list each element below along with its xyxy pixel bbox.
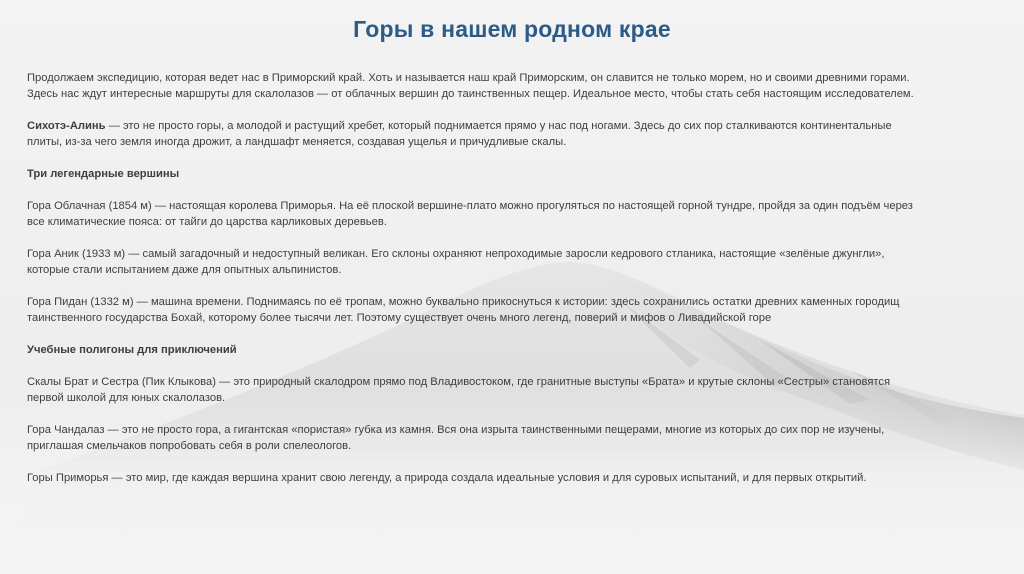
section-heading-peaks: Три легендарные вершины [27,168,180,180]
conclusion-paragraph: Горы Приморья — это мир, где каждая вершина хранит свою легенду, а природа создала идеальные условия и для суровых испытаний, и для первых открытий. [27,472,867,484]
peak-pidan-paragraph: Гора Пидан (1332 м) — машина времени. Поднимаясь по её тропам, можно буквально прикоснуться к истории: здесь сохранились остатки древних каменных городищ таинственного государства Бохай, которому более тысячи лет. Поэтому существует очень много легенд, поверий и мифов о Ливадийской горе [27,296,900,324]
section-heading-grounds: Учебные полигоны для приключений [27,344,237,356]
sikhote-text: — это не просто горы, а молодой и растущий хребет, который поднимается прямо у нас под ногами. Здесь до сих пор сталкиваются континентальные плиты, из-за чего земля иногда дрожит, а ландшафт меняется, создавая ущелья и причудливые скалы. [27,120,892,148]
peak-oblachnaya-paragraph: Гора Облачная (1854 м) — настоящая королева Приморья. На её плоской вершине-плато можно прогуляться по настоящей горной тундре, пройдя за один подъём через все климатические пояса: от тайги до царства карликовых деревьев. [27,200,913,228]
chandalaz-paragraph: Гора Чандалаз — это не просто гора, а гигантская «пористая» губка из камня. Вся она изрыта таинственными пещерами, многие из которых до сих пор не изучены, приглашая смельчаков попробовать себя в роли спелеологов. [27,424,885,452]
slide-body [27,70,927,502]
rocks-brat-paragraph: Скалы Брат и Сестра (Пик Клыкова) — это природный скалодром прямо под Владивостоком, где гранитные выступы «Брата» и крутые склоны «Сестры» становятся первой школой для юных скалолазов. [27,376,891,404]
sikhote-paragraph [27,118,927,150]
page-title: Горы в нашем родном крае [353,16,671,42]
sikhote-term: Сихотэ-Алинь [27,120,106,132]
peak-anik-paragraph: Гора Аник (1933 м) — самый загадочный и недоступный великан. Его склоны охраняют непроходимые заросли кедрового стланика, настоящие «зелёные джунгли», которые стали испытанием даже для опытных альпинистов. [27,248,885,276]
intro-paragraph: Продолжаем экспедицию, которая ведет нас в Приморский край. Хоть и называется наш край Приморским, он славится не только морем, но и своими древними горами. Здесь нас ждут интересные маршруты для скалолазов — от облачных вершин до таинственных пещер. Идеальное место, чтобы стать себя настоящим исследователем. [27,72,914,100]
